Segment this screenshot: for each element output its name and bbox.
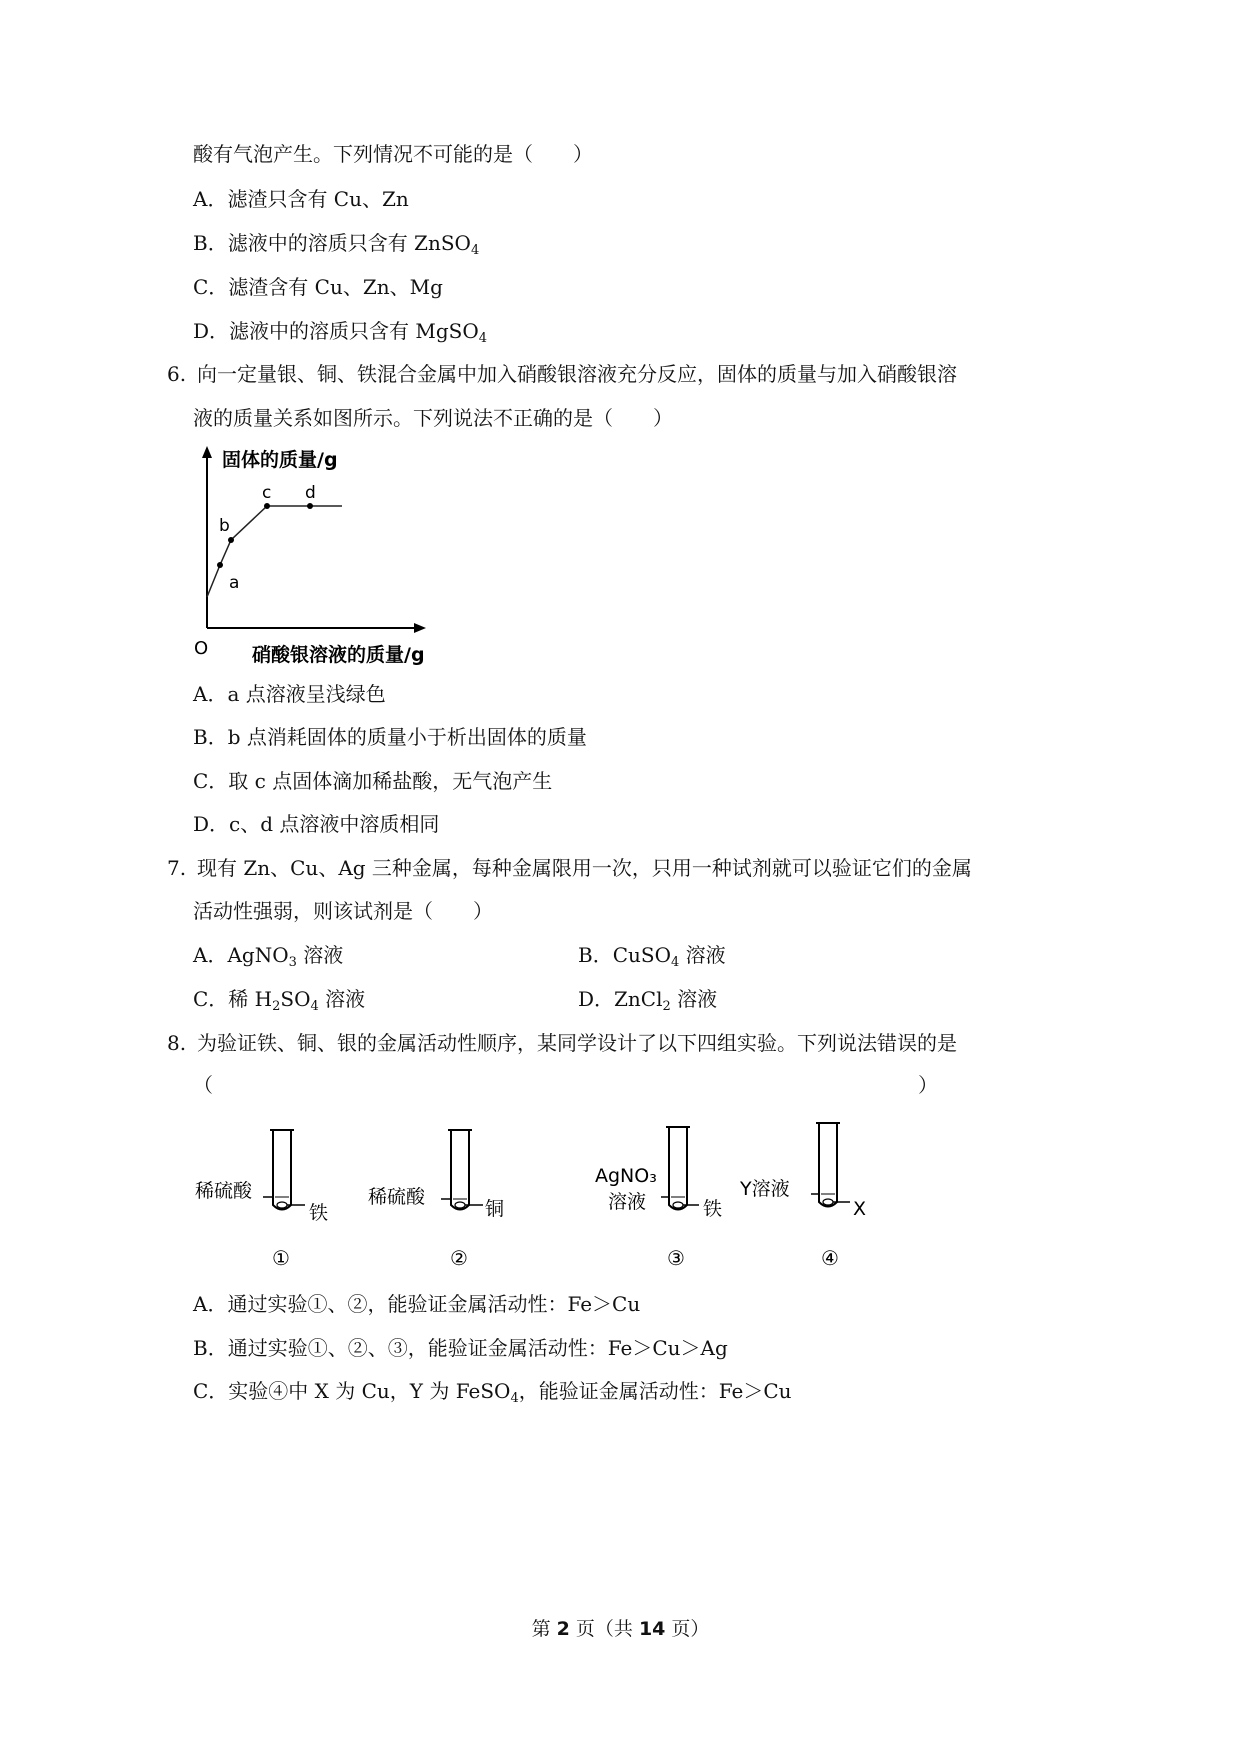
q6-option-d: D．c、d 点溶液中溶质相同 bbox=[193, 812, 440, 836]
label-d: d bbox=[305, 483, 316, 503]
q8-stem-line1: 为验证铁、铜、银的金属活动性顺序，某同学设计了以下四组实验。下列说法错误的是 bbox=[197, 1031, 957, 1055]
q8-experiment-figure bbox=[185, 1115, 885, 1280]
q6-option-a: A．a 点溶液呈浅绿色 bbox=[193, 682, 386, 706]
q6-stem-line2: 液的质量关系如图所示。下列说法不正确的是（ ） bbox=[193, 406, 673, 430]
q8-paren-close: ） bbox=[918, 1073, 938, 1097]
tube-3-liquid-suffix: 溶液 bbox=[608, 1191, 647, 1213]
tube-2-metal: 铜 bbox=[485, 1198, 505, 1220]
label-c: c bbox=[262, 483, 272, 503]
test-tube-4 bbox=[739, 1123, 866, 1270]
tube-1-liquid: 稀硫酸 bbox=[195, 1180, 253, 1202]
q7-option-c: C．稀 $H_2SO_4$ 溶液 bbox=[193, 987, 366, 1014]
x-axis-label: 硝酸银溶液的质量/g bbox=[252, 644, 425, 666]
point-c bbox=[264, 503, 270, 509]
q5-option-d: D．滤液中的溶质只含有 MgSO$_4$ bbox=[193, 319, 488, 346]
point-d bbox=[307, 503, 313, 509]
page-footer: 第 2 页（共 14 页） bbox=[531, 1618, 710, 1640]
tube-1-number: ① bbox=[272, 1246, 290, 1270]
tube-3-metal: 铁 bbox=[703, 1198, 723, 1220]
q8-number: 8. bbox=[167, 1031, 187, 1055]
q7-stem-line2: 活动性强弱，则该试剂是（ ） bbox=[193, 899, 493, 923]
point-a bbox=[217, 562, 223, 568]
q6-option-b: B．b 点消耗固体的质量小于析出固体的质量 bbox=[193, 725, 587, 749]
label-b: b bbox=[219, 516, 230, 536]
test-tube-1 bbox=[195, 1130, 328, 1270]
y-axis-arrow-icon bbox=[202, 446, 212, 458]
q6-stem-line1: 向一定量银、铜、铁混合金属中加入硝酸银溶液充分反应，固体的质量与加入硝酸银溶 bbox=[197, 362, 957, 386]
q6-number: 6. bbox=[167, 362, 187, 386]
q5-option-b: B．滤液中的溶质只含有 ZnSO$_4$ bbox=[193, 231, 480, 258]
q7-option-a: A．AgNO$_3$ 溶液 bbox=[193, 943, 344, 970]
x-axis-arrow-icon bbox=[414, 623, 426, 633]
y-axis-label: 固体的质量/g bbox=[222, 449, 338, 471]
tube-4-liquid: Y溶液 bbox=[740, 1178, 790, 1200]
q7-option-d: D．ZnCl$_2$ 溶液 bbox=[578, 987, 718, 1014]
tube-2-number: ② bbox=[450, 1246, 468, 1270]
point-b bbox=[228, 537, 234, 543]
q5-stem-continued: 酸有气泡产生。下列情况不可能的是（ ） bbox=[193, 142, 593, 166]
q7-option-b: B．CuSO$_4$ 溶液 bbox=[578, 943, 726, 970]
q5-option-c: C．滤渣含有 Cu、Zn、Mg bbox=[193, 275, 443, 299]
q6-option-c: C．取 c 点固体滴加稀盐酸，无气泡产生 bbox=[193, 769, 553, 793]
origin-label: O bbox=[194, 638, 209, 659]
q5-option-a: A．滤渣只含有 Cu、Zn bbox=[193, 187, 409, 211]
test-tube-2 bbox=[368, 1130, 504, 1270]
q8-option-c: C．实验④中 X 为 Cu，Y 为 FeSO$_4$，能验证金属活动性：Fe＞Cu bbox=[193, 1379, 792, 1406]
label-a: a bbox=[229, 573, 240, 593]
q7-number: 7. bbox=[167, 856, 187, 880]
tube-2-liquid: 稀硫酸 bbox=[368, 1186, 426, 1208]
tube-3-liquid: AgNO₃ bbox=[595, 1165, 657, 1187]
tube-3-number: ③ bbox=[667, 1246, 685, 1270]
test-tube-3 bbox=[595, 1127, 722, 1270]
tube-4-metal: X bbox=[853, 1198, 867, 1220]
q6-graph bbox=[190, 440, 450, 670]
tube-1-metal: 铁 bbox=[309, 1202, 329, 1224]
q7-stem-line1: 现有 Zn、Cu、Ag 三种金属，每种金属限用一次，只用一种试剂就可以验证它们的金属 bbox=[197, 856, 972, 880]
q8-option-b: B．通过实验①、②、③，能验证金属活动性：Fe＞Cu＞Ag bbox=[193, 1336, 728, 1360]
q8-paren-open: （ bbox=[193, 1073, 213, 1097]
tube-4-number: ④ bbox=[821, 1246, 839, 1270]
q8-option-a: A．通过实验①、②，能验证金属活动性：Fe＞Cu bbox=[193, 1292, 641, 1316]
